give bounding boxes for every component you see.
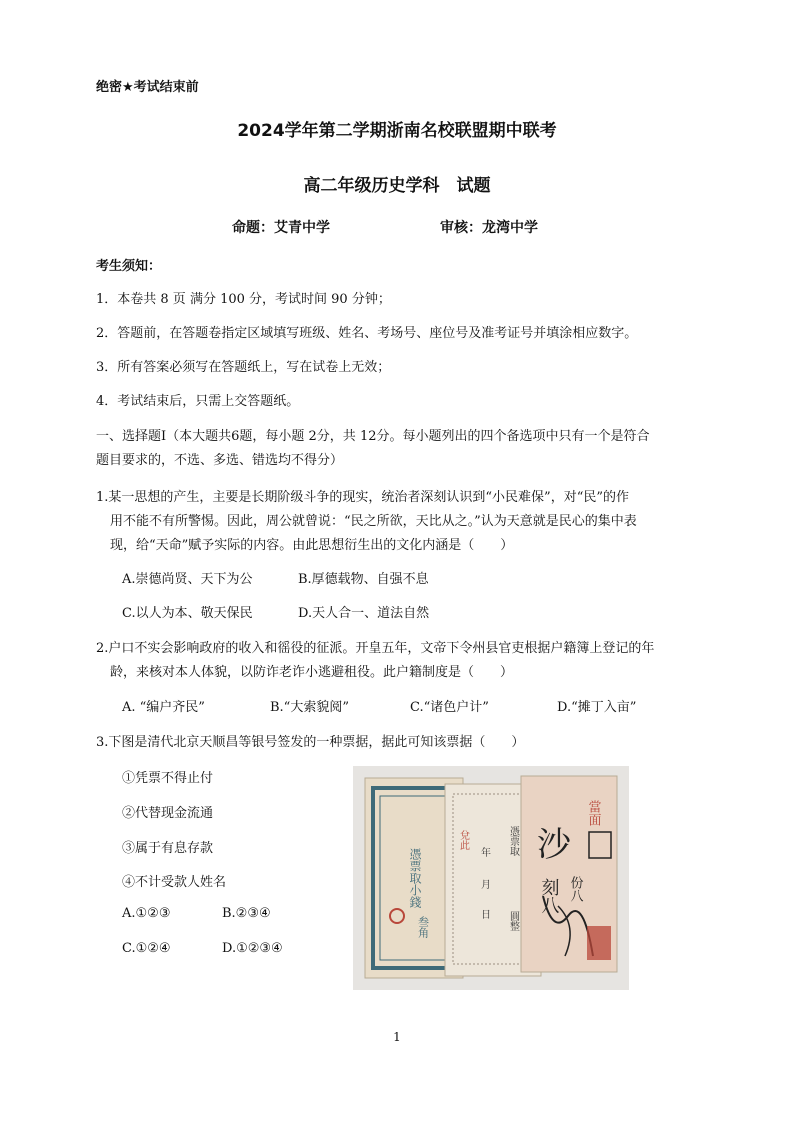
q3-statement: ②代替现金流通 xyxy=(122,806,214,821)
q1-option-a: A.崇德尚贤、天下为公 xyxy=(122,572,253,587)
notice-item: 1．本卷共 8 页 满分 100 分，考试时间 90 分钟； xyxy=(96,292,391,307)
q2-option-b: B.“大索貌阅” xyxy=(270,700,349,715)
exam-title: 2024学年第二学期浙南名校联盟期中联考 xyxy=(237,121,557,141)
note3-number: 刻八 xyxy=(538,878,560,914)
exam-subtitle: 高二年级历史学科 试题 xyxy=(303,176,491,196)
page-number: 1 xyxy=(393,1030,401,1044)
note2-year: 年 xyxy=(481,848,491,859)
note2-mark-text: 兌此 xyxy=(457,830,469,850)
banknote-photo xyxy=(353,766,629,990)
note3-top-text: 當面 xyxy=(585,800,601,826)
q2-option-d: D.“摊丁入亩” xyxy=(557,700,637,715)
section-heading-cont: 题目要求的，不选、多选、错选均不得分） xyxy=(96,453,344,468)
notice-item: 2．答题前，在答题卷指定区域填写班级、姓名、考场号、座位号及准考证号并填涂相应数字。 xyxy=(96,326,638,341)
q1-option-d: D.天人合一、道法自然 xyxy=(298,606,430,621)
q1-stem-cont: 现，给“天命”赋予实际的内容。由此思想衍生出的文化内涵是（ ） xyxy=(110,538,514,553)
q1-option-c: C.以人为本、敬天保民 xyxy=(122,606,253,621)
q1-stem: 1.某一思想的产生，主要是长期阶级斗争的现实，统治者深刻认识到“小民难保”，对“民”的作 xyxy=(96,490,629,505)
banknote-illustration xyxy=(353,766,629,990)
q3-stem: 3.下图是清代北京天顺昌等银号签发的一种票据，据此可知该票据（ ） xyxy=(96,735,525,750)
section-heading: 一、选择题Ⅰ（本大题共6题，每小题 2分，共 12分。每小题列出的四个备选项中只有一个是符合 xyxy=(96,429,650,444)
note3-script: 沙 xyxy=(537,825,571,865)
q2-option-c: C.“诸色户计” xyxy=(410,700,489,715)
note2-day: 日 xyxy=(481,910,491,921)
note2-right-text: 憑票取 xyxy=(507,826,519,856)
q2-stem: 2.户口不实会影响政府的收入和徭役的征派。开皇五年，文帝下令州县官吏根据户籍簿上登记的年 xyxy=(96,641,655,656)
q1-stem-cont: 用不能不有所警惕。因此，周公就曾说：“民之所欲，天比从之。”认为天意就是民心的集中表 xyxy=(110,514,637,529)
note3-number-2: 份八 xyxy=(567,876,583,902)
q1-option-b: B.厚德载物、自强不息 xyxy=(298,572,429,587)
notice-item: 4．考试结束后，只需上交答题纸。 xyxy=(96,394,300,409)
q3-option-a: A.①②③ xyxy=(122,906,171,921)
notice-heading: 考生须知： xyxy=(96,259,162,274)
note-3 xyxy=(521,776,617,972)
q3-option-b: B.②③④ xyxy=(222,906,271,921)
reviewer: 审核：龙湾中学 xyxy=(440,220,538,236)
note1-value-text: 叁角 xyxy=(416,916,430,938)
q3-statement: ①凭票不得止付 xyxy=(122,771,214,786)
note2-month: 月 xyxy=(481,880,491,891)
notice-item: 3．所有答案必须写在答题纸上，写在试卷上无效； xyxy=(96,360,391,375)
q3-statement: ③属于有息存款 xyxy=(122,841,214,856)
q3-option-c: C.①②④ xyxy=(122,941,171,956)
q3-option-d: D.①②③④ xyxy=(222,941,283,956)
q3-statement: ④不计受款人姓名 xyxy=(122,875,227,890)
secret-mark: 绝密★考试结束前 xyxy=(96,80,199,95)
q2-stem-cont: 龄，来核对本人体貌，以防诈老诈小逃避租役。此户籍制度是（ ） xyxy=(110,665,514,680)
proposer: 命题：艾青中学 xyxy=(232,220,330,236)
note1-main-text: 憑票取小錢 xyxy=(408,848,422,908)
note2-right-text-2: 圓整 xyxy=(507,911,519,931)
q2-option-a: A. “编户齐民” xyxy=(122,700,205,715)
